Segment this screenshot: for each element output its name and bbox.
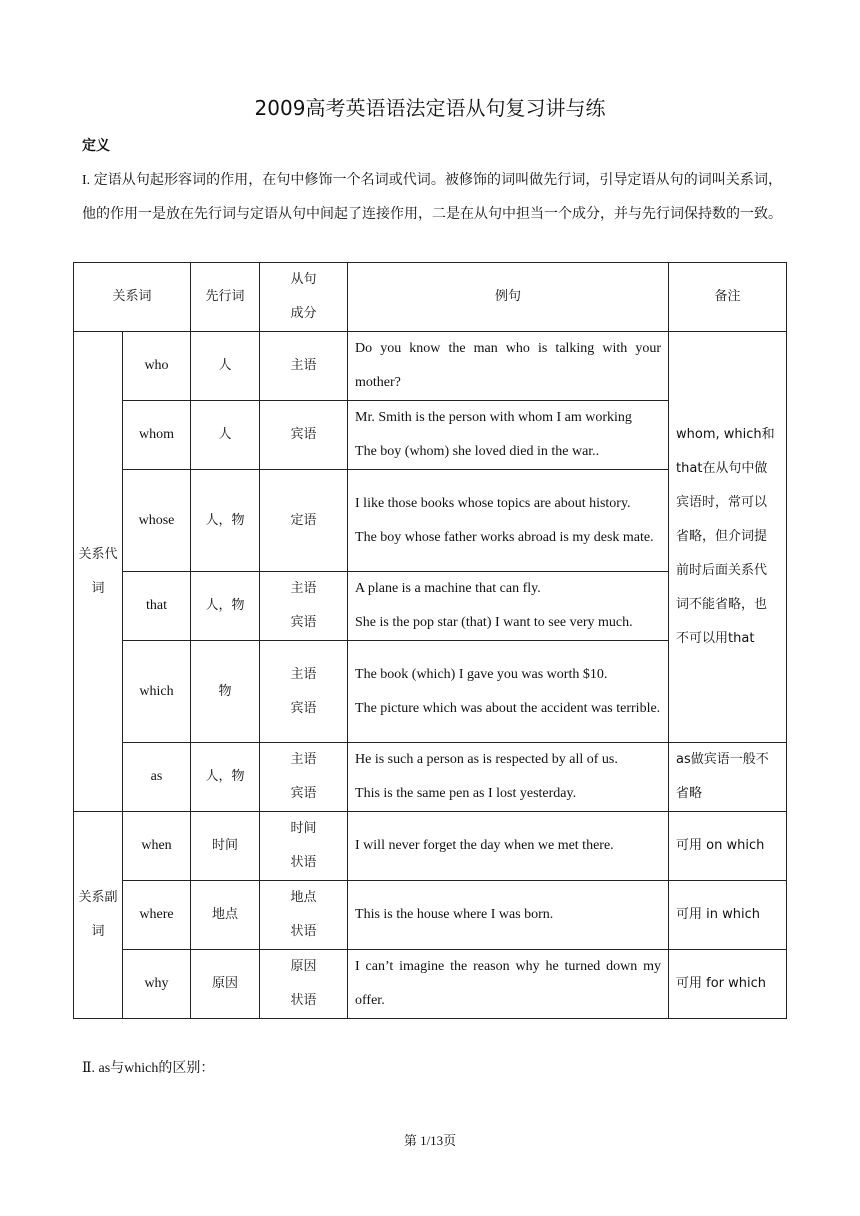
antecedent: 原因 [191, 950, 260, 1019]
table-row [74, 743, 787, 812]
role-line: 状语 [290, 855, 317, 870]
role-line: 状语 [290, 924, 317, 939]
example-sentence: The book (which) I gave you was worth $10. [355, 666, 608, 682]
role-line: 主语 [290, 666, 317, 682]
table-row [74, 950, 787, 1019]
header-role-line1: 从句 [290, 272, 317, 287]
note-cell: 可用 in which [669, 881, 787, 950]
example-cell [348, 743, 669, 812]
antecedent: 人 [191, 401, 260, 470]
section-heading: 定义 [82, 138, 110, 154]
clause-role [260, 332, 348, 401]
header-role [260, 263, 348, 332]
table-row [74, 812, 787, 881]
role-line: 地点 [290, 890, 317, 905]
clause-role [260, 743, 348, 812]
example-sentence: She is the pop star (that) I want to see very much. [355, 615, 633, 630]
example-cell [348, 332, 669, 401]
clause-role [260, 812, 348, 881]
clause-role [260, 641, 348, 743]
header-example: 例句 [348, 263, 669, 332]
note-cell: 可用 for which [669, 950, 787, 1019]
example-sentence: I like those books whose topics are about history. [355, 495, 631, 511]
antecedent: 人，物 [191, 572, 260, 641]
role-line: 主语 [290, 358, 317, 373]
antecedent: 地点 [191, 881, 260, 950]
example-sentence: A plane is a machine that can fly. [355, 581, 541, 596]
antecedent: 人，物 [191, 470, 260, 572]
role-line: 宾语 [290, 700, 317, 716]
role-line: 定语 [290, 512, 317, 528]
role-line: 状语 [290, 993, 317, 1008]
antecedent: 物 [191, 641, 260, 743]
clause-role [260, 881, 348, 950]
antecedent: 时间 [191, 812, 260, 881]
role-line: 宾语 [290, 427, 317, 442]
group-relative-adverb: 关系副词 [74, 812, 123, 1019]
example-cell [348, 572, 669, 641]
example-sentence: The boy whose father works abroad is my desk mate. [355, 529, 654, 545]
example-cell [348, 812, 669, 881]
role-line: 时间 [290, 821, 317, 836]
example-sentence: Do you know the man who is talking with your mother? [355, 341, 662, 390]
intro-paragraph: I. 定语从句起形容词的作用，在句中修饰一个名词或代词。被修饰的词叫做先行词，引导定语从句的词叫关系词，他的作用一是放在先行词与定语从句中间起了连接作用，二是在从句中担当一个成分，并与先行词保持数的一致。 [82, 173, 782, 222]
relative-word: who [123, 332, 191, 401]
example-cell [348, 470, 669, 572]
relative-word: whom [123, 401, 191, 470]
example-cell [348, 881, 669, 950]
example-cell [348, 641, 669, 743]
table-row [74, 881, 787, 950]
note-cell: 可用 on which [669, 812, 787, 881]
clause-role [260, 470, 348, 572]
clause-role [260, 401, 348, 470]
example-cell [348, 950, 669, 1019]
group-relative-pronoun: 关系代词 [74, 332, 123, 812]
header-antecedent: 先行词 [191, 263, 260, 332]
relative-word: why [123, 950, 191, 1019]
clause-role [260, 950, 348, 1019]
example-sentence: The boy (whom) she loved died in the war.. [355, 444, 600, 459]
role-line: 主语 [290, 752, 317, 767]
role-line: 主语 [290, 581, 317, 596]
relative-word: which [123, 641, 191, 743]
example-cell [348, 401, 669, 470]
page-footer: 第 1/13页 [403, 1133, 457, 1148]
example-sentence: I will never forget the day when we met there. [355, 838, 614, 853]
header-role-line2: 成分 [290, 306, 317, 321]
example-sentence: He is such a person as is respected by all of us. [355, 752, 618, 767]
example-sentence: I can’t imagine the reason why he turned down my offer. [355, 959, 662, 1008]
header-relative: 关系词 [74, 263, 191, 332]
note-cell: as做宾语一般不省略 [669, 743, 787, 812]
table-row [74, 332, 787, 401]
relative-clause-table [73, 262, 787, 1019]
relative-word: where [123, 881, 191, 950]
example-sentence: Mr. Smith is the person with whom I am working [355, 410, 632, 425]
example-sentence: The picture which was about the accident was terrible. [355, 700, 661, 716]
antecedent: 人 [191, 332, 260, 401]
role-line: 宾语 [290, 786, 317, 801]
pronoun-note: whom, which和that在从句中做宾语时，常可以省略，但介词提前时后面关系代词不能省略，也不可以用that [669, 332, 787, 743]
relative-word: that [123, 572, 191, 641]
example-sentence: This is the same pen as I lost yesterday. [355, 786, 577, 801]
section-two-heading: Ⅱ. as与which的区别： [82, 1061, 215, 1076]
role-line: 原因 [290, 959, 317, 974]
relative-word: as [123, 743, 191, 812]
example-sentence: This is the house where I was born. [355, 907, 554, 922]
page-title: 2009高考英语语法定语从句复习讲与练 [254, 96, 606, 120]
relative-word: whose [123, 470, 191, 572]
relative-word: when [123, 812, 191, 881]
clause-role [260, 572, 348, 641]
antecedent: 人，物 [191, 743, 260, 812]
role-line: 宾语 [290, 615, 317, 630]
header-note: 备注 [669, 263, 787, 332]
